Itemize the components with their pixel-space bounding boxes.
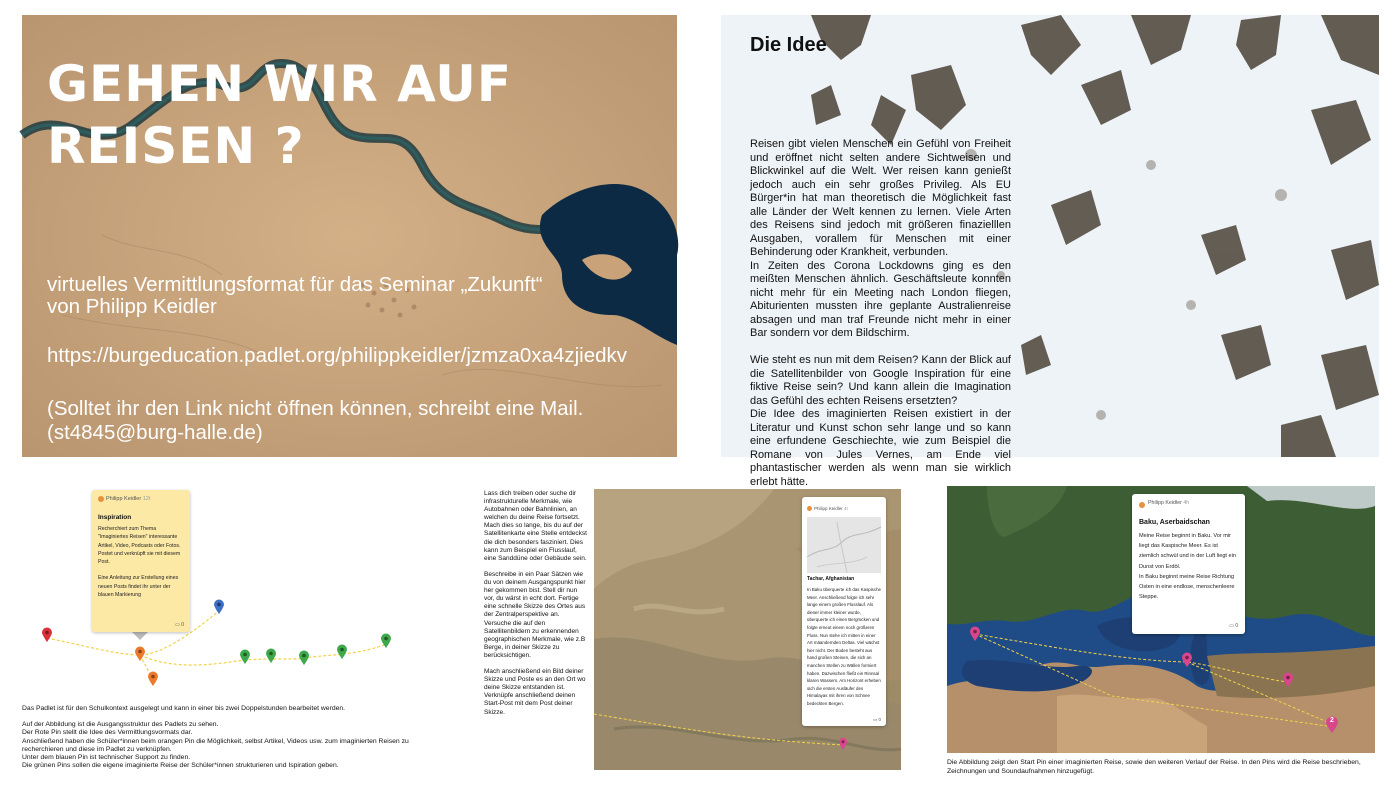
post-author: Philipp Keidler 4h (1148, 500, 1190, 506)
title-panel (22, 15, 677, 457)
avatar (807, 506, 812, 511)
idea-text (750, 138, 1011, 489)
idea-paragraph-1: Reisen gibt vielen Menschen ein Gefühl von Freiheit und eröffnet nicht selten andere Sichtweisen und Blickwinkel auf die Welt. Wer reisen kann genießt jedoch auch ein sehr großes Privileg. Als EU Bürger*in hat man theoretisch die Möglichkeit fast alle Länder der Welt kennen zu lernen. Viele Arten des Reisens sind jedoch mit größeren finazielllen Ausgaben, vorallem für Menschen mit einer Behinderung oder Krankheit, verbunden. (750, 138, 1011, 258)
post-author: Philipp Keidler 12t (106, 496, 151, 502)
green-pin-icon-5[interactable] (380, 633, 392, 649)
idea-heading: Die Idee (750, 34, 827, 56)
post-body: In Baku überquerte ich das Kaspische Meer. Anschließend folgte ich sehr lange einem großen Flusslauf. Als dieser immer kleiner wurde, überquerte ich einen Bergrücken und folgte erneut einem noch größeren Fluss. Nun stehe ich mitten in einer Art mäandernden Deltas. Viel wächst hier nicht. Der Boden besteht aus hand großen Steinen, die sich an manchen Stellen zu Wällen formiert haben. Dazwischen fließt ein Rinnsal klaren Wassers. Am Horizont erheben sich die ersten Ausläufer des Himalayas mit ihren von Schnee bedeckten Bergen. (807, 587, 881, 706)
post-body-paragraph-2: In Baku beginnt meine Reise Richtung Osten in eine endlose, menschenleere Steppe. (1139, 573, 1235, 601)
comment-icon: ▭ (175, 622, 180, 628)
padlet-caption-6: Die grünen Pins sollen die eigene imaginierte Reise der Schüler*innen strukturieren und Ispiration geben. (22, 762, 339, 770)
red-pin-icon[interactable] (41, 627, 53, 643)
post-body-paragraph-2: Eine Anleitung zur Erstellung eines neuen Posts findet ihr unter der blauen Markierung (98, 575, 179, 599)
instructions-paragraph-1: Lass dich treiben oder suche dir infrastrukturelle Merkmale, wie Autobahnen oder Bahnlinien, an welchen du deine Reise fortsetzt. Mach dies so lange, bis du auf der Satellitenkarte eine Stelle entdeckst die dich besonders fasziniert. Dies kann zum Beispiel ein Flusslauf, eine Sanddüne oder Gebäude sein. (484, 490, 587, 562)
comment-count[interactable]: ▭ 0 (1229, 623, 1238, 629)
instructions-paragraph-2: Beschreibe in ein Paar Sätzen wie du von deinem Ausgangspunkt hier her gekommen bist. Stell dir nun vor, du wärst in echt dort. Fertige eine schnelle Skizze des Ortes aus der Zentralperspektive an. Versuche die auf den Satellitenbildern zu erkennenden geographischen Merkmale, wie z.B Berge, in deiner Skizze zu berücksichtigen. (484, 570, 586, 659)
contact-email[interactable]: (st4845@burg-halle.de) (47, 421, 263, 444)
baku-caption: Die Abbildung zeigt den Start Pin einer imaginierten Reise, sowie den weiteren Verlauf der Reise. In den Pins wird die Reise beschrieben, Zeichnungen und Soundaufnahmen hinzugefügt. (947, 759, 1361, 775)
baku-map (947, 486, 1375, 753)
post-body (1139, 531, 1238, 602)
padlet-structure-panel (22, 480, 462, 780)
post-title: Tachar, Afghanistan (807, 576, 855, 582)
blue-pin-icon[interactable] (213, 599, 225, 615)
subtitle-line-2: von Philipp Keidler (47, 295, 217, 318)
pink-pin-icon-1[interactable] (969, 626, 981, 642)
post-title: Inspiration (98, 514, 132, 521)
post-body (98, 525, 184, 599)
padlet-caption-5: Unter dem blauen Pin ist technischer Support zu finden. (22, 754, 191, 762)
green-pin-icon-1[interactable] (239, 649, 251, 665)
idea-paragraph-4: Die Idee des imaginierten Reisen existiert in der Literatur und Kunst schon sehr lange und so kann eine erfundene Geschiechte, wie zum Beispiel die Romane von Jules Vernes, am Ende viel phantastischer werden als wenn man sie wirklich erlebt hätte. (750, 408, 1011, 488)
pin-number: 2 (1330, 717, 1334, 724)
padlet-caption-block (22, 721, 437, 771)
pink-pin-icon-3[interactable] (1282, 672, 1294, 688)
padlet-route-diagram (22, 480, 462, 700)
instructions-paragraph-3: Mach anschließend ein Bild deiner Skizze und Poste es an den Ort wo deine Skizze entstanden ist. Verknüpfe anschließend deinen Start-Post mit dem Post deiner Skizze. (484, 668, 586, 716)
padlet-caption-4: Anschließend haben die Schüler*innen beim orangen Pin die Möglichkeit, selbst Artikel, Videos usw. zum imaginierten Reisen zu recherchieren und diese im Padlet zu verknüpfen. (22, 737, 409, 753)
post-body-paragraph-1: Meine Reise beginnt in Baku. Vor mir liegt das Kaspische Meer. Es ist ziemlich schwül und in der Luft liegt ein Dunst von Erdöl. (1139, 533, 1237, 570)
instructions-text (484, 490, 587, 717)
comment-count[interactable]: ▭ 0 (175, 622, 184, 628)
comment-icon: ▭ (1229, 623, 1234, 629)
idea-paragraph-2: In Zeiten des Corona Lockdowns ging es den meißten Menschen ähnlich. Geschäftsleute konnten nicht mehr für ein Meeting nach London fliegen, Abiturienten mussten ihre geplante Australienreise absagen und man traf Freunde nicht mehr in einer Bar sondern vor dem Bildschirm. (750, 259, 1011, 339)
baku-post-card[interactable] (1132, 494, 1245, 634)
pink-pin-icon[interactable] (838, 737, 848, 751)
idea-panel (721, 15, 1379, 488)
inspiration-post-card[interactable] (92, 490, 190, 632)
post-author: Philipp Keidler 4t (814, 506, 848, 511)
main-title (47, 53, 567, 177)
afghanistan-map (594, 489, 901, 770)
post-title: Baku, Aserbaidschan (1139, 519, 1210, 526)
pink-pin-icon-2[interactable] (1181, 652, 1193, 668)
tachar-post-card[interactable] (802, 497, 886, 726)
post-body-paragraph-1: Recherchiert zum Thema "Imaginiertes Reisen" interessante Artikel, Video, Podcasts oder Fotos. Postet und verknüpft sie mit diesem Post. (98, 526, 181, 566)
padlet-link[interactable]: https://burgeducation.padlet.org/philippkeidler/jzmza0xa4zjiedkv (47, 344, 628, 367)
pink-pin-numbered[interactable] (1325, 716, 1339, 734)
padlet-caption-3: Der Rote Pin stellt die Idee des Vermittlungsvormats dar. (22, 729, 193, 737)
orange-pin-icon-2[interactable] (147, 671, 159, 687)
main-title-line-2: REISEN ? (47, 117, 305, 175)
padlet-caption-1: Das Padlet ist für den Schulkontext ausgelegt und kann in einer bis zwei Doppelstunden bearbeitet werden. (22, 705, 346, 712)
comment-icon: ▭ (872, 717, 878, 722)
green-pin-icon-2[interactable] (265, 648, 277, 664)
main-title-line-1: GEHEN WIR AUF (47, 55, 513, 113)
orange-pin-icon[interactable] (134, 646, 146, 662)
sketch-image (807, 517, 881, 573)
padlet-caption-2: Auf der Abbildung ist die Ausgangsstruktur des Padlets zu sehen. (22, 721, 219, 728)
idea-paragraph-3: Wie steht es nun mit dem Reisen? Kann der Blick auf die Satellitenbilder von Google Inspiration für eine fiktive Reise sein? Und kann allein die Imagination das Gefühl des echten Reisens ersetzten? (750, 354, 1011, 407)
green-pin-icon-3[interactable] (298, 650, 310, 666)
avatar (1139, 502, 1145, 508)
comment-count[interactable]: ▭ 0 (872, 717, 881, 722)
subtitle-line-1: virtuelles Vermittlungsformat für das Seminar „Zukunft“ (47, 273, 543, 296)
avatar (98, 496, 104, 502)
green-pin-icon-4[interactable] (336, 644, 348, 660)
contact-note-line-1: (Solltet ihr den Link nicht öffnen können, schreibt eine Mail. (47, 397, 584, 420)
